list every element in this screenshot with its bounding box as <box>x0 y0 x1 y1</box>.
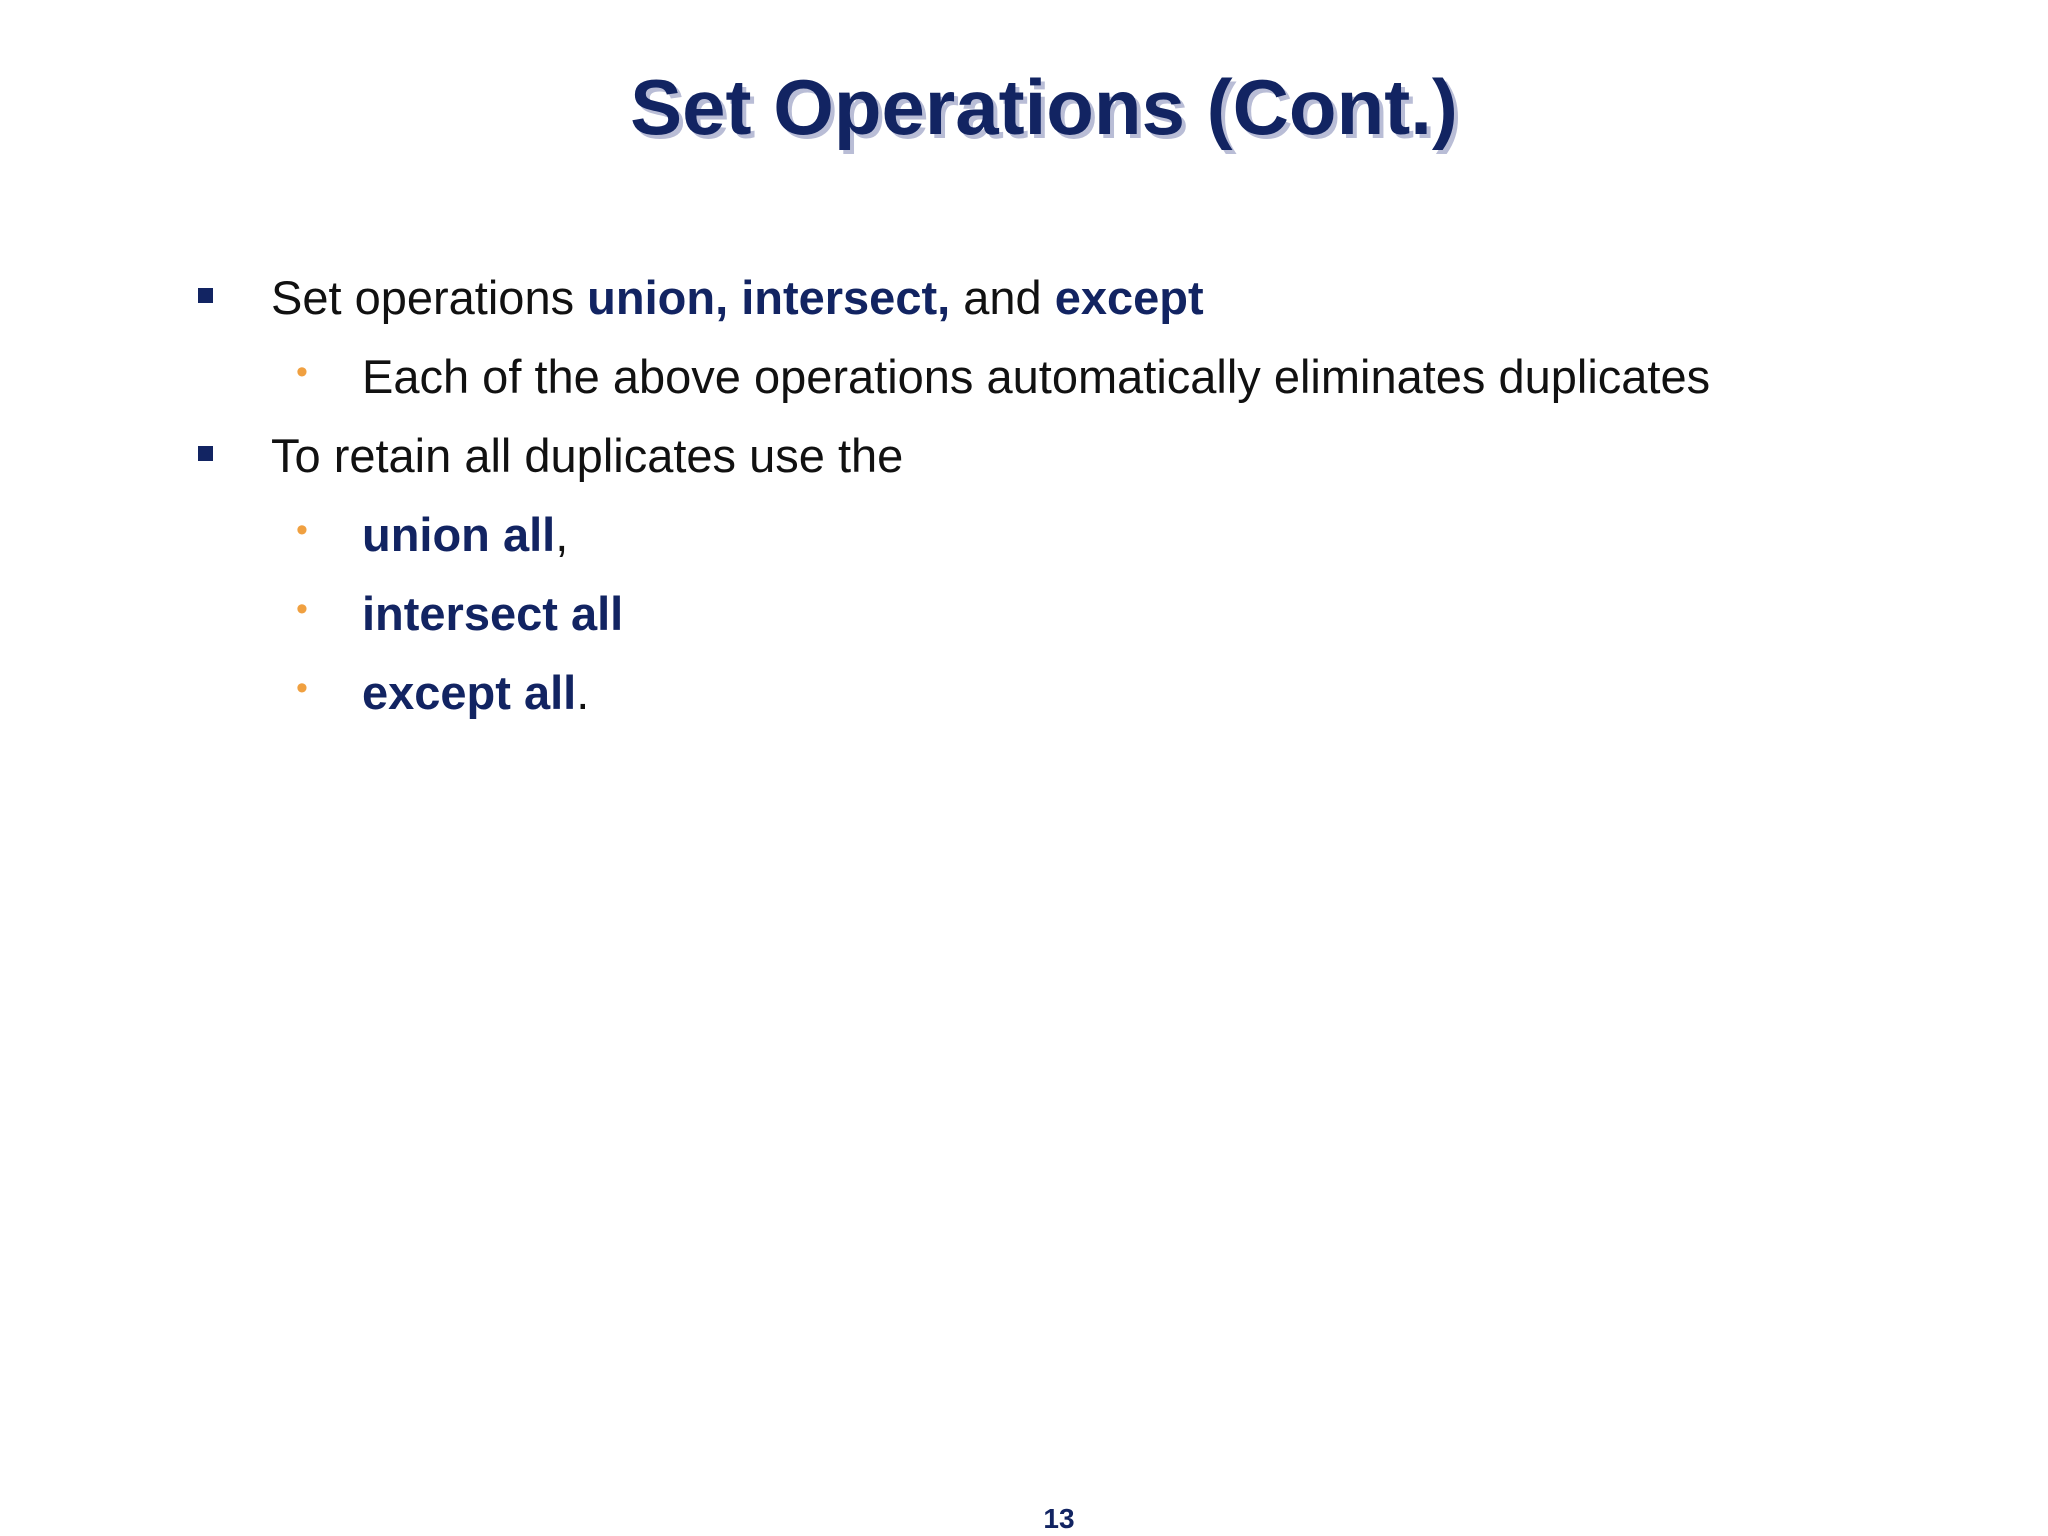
body-text: , <box>555 508 569 561</box>
dot-bullet-icon: • <box>296 353 308 391</box>
dot-bullet-icon: • <box>296 669 308 707</box>
sub-bullet-item <box>0 337 2048 416</box>
keyword-text: except <box>1054 271 1204 324</box>
keyword-text: intersect <box>741 271 938 324</box>
bullet-list <box>0 258 2048 732</box>
sub-bullet-item <box>0 653 2048 732</box>
page-number: 13 <box>1043 1503 1075 1534</box>
dot-bullet-icon: • <box>296 511 308 549</box>
bullet-text <box>362 337 1710 416</box>
slide-title: Set Operations (Cont.) <box>630 63 1458 151</box>
bullet-text <box>271 416 903 495</box>
bullet-text <box>362 653 589 732</box>
bullet-item <box>0 258 2048 337</box>
body-text: Each of the above operations automatically eliminates duplicates <box>362 350 1711 403</box>
bullet-text <box>271 258 1204 337</box>
body-text: . <box>576 666 590 719</box>
body-text: and <box>950 271 1055 324</box>
keyword-text: intersect all <box>362 587 624 640</box>
bullet-text <box>362 574 623 653</box>
body-text: Set operations <box>271 271 588 324</box>
square-bullet-icon <box>198 288 213 303</box>
sub-bullet-item <box>0 495 2048 574</box>
keyword-text: , <box>715 271 742 324</box>
sub-bullet-item <box>0 574 2048 653</box>
square-bullet-icon <box>198 446 213 461</box>
bullet-text <box>362 495 568 574</box>
bullet-item <box>0 416 2048 495</box>
keyword-text: union all <box>362 508 556 561</box>
body-text: To retain all duplicates use the <box>271 429 904 482</box>
keyword-text: , <box>937 271 951 324</box>
dot-bullet-icon: • <box>296 590 308 628</box>
keyword-text: union <box>587 271 716 324</box>
keyword-text: except all <box>362 666 577 719</box>
